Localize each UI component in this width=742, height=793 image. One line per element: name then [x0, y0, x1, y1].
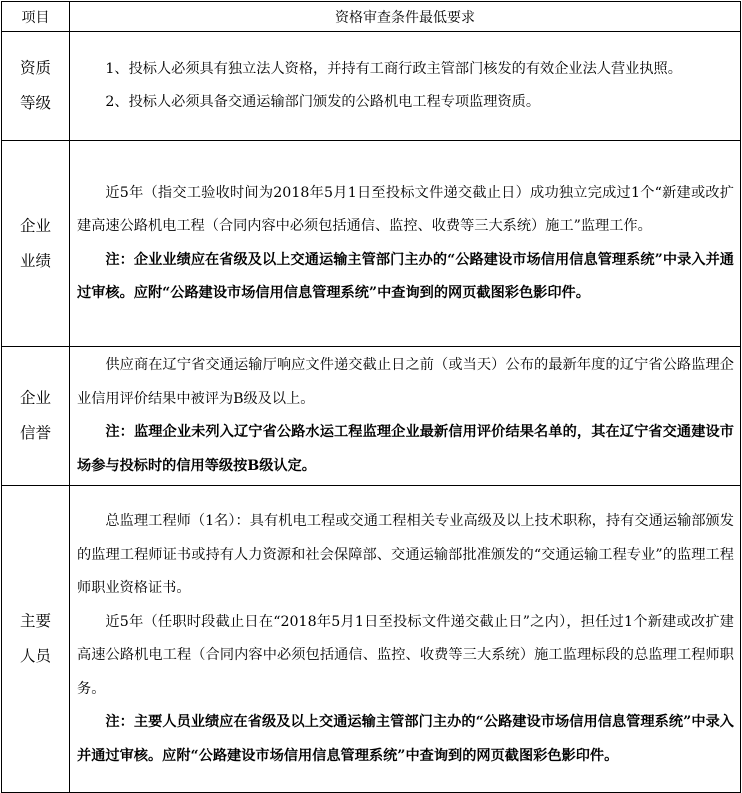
requirement-paragraph: 近5年（任职时段截止日在“2018年5月1日至投标文件递交截止日”之内），担任过1个新建或改扩建高速公路机电工程（合同内容中必须包括通信、监控、收费等三大系统）施工监理标段的总监理工程师职务。 [77, 613, 734, 697]
row-label-line: 企业 [19, 216, 51, 235]
row-enterprise-performance [2, 141, 741, 347]
requirement-paragraph: 近5年（指交工验收时间为2018年5月1日至投标文件递交截止日）成功独立完成过1个“新建或改扩建高速公路机电工程（合同内容中必须包括通信、监控、收费等三大系统）施工”监理工作。 [77, 184, 734, 234]
row-label-line: 信誉 [19, 424, 51, 442]
row-content [70, 32, 741, 141]
requirement-note: 注：监理企业未列入辽宁省公路水运工程监理企业最新信用评价结果名单的，其在辽宁省交通建设市场参与投标时的信用等级按B级认定。 [77, 424, 734, 474]
row-enterprise-credit [2, 347, 741, 486]
row-content [70, 347, 741, 486]
row-label-line: 业绩 [19, 251, 51, 270]
requirement-note: 注：企业业绩应在省级及以上交通运输主管部门主办的“公路建设市场信用信息管理系统”中录入并通过审核。应附“公路建设市场信用信息管理系统”中查询到的网页截图彩色影印件。 [77, 251, 734, 301]
row-label [2, 141, 70, 347]
row-label-line: 等级 [19, 94, 51, 112]
row-key-personnel [2, 486, 741, 793]
table-header-row [2, 2, 741, 32]
row-label-line: 主要 [19, 612, 51, 630]
requirement-paragraph: 总监理工程师（1名）：具有机电工程或交通工程相关专业高级及以上技术职称，持有交通运输部颁发的监理工程师证书或持有人力资源和社会保障部、交通运输部批准颁发的“交通运输工程专业”的监理工程师职业资格证书。 [77, 513, 734, 596]
row-label [2, 347, 70, 486]
row-label [2, 486, 70, 793]
row-label [2, 32, 70, 141]
qualification-requirements-table [1, 1, 741, 793]
row-content [70, 486, 741, 793]
row-label-line: 人员 [19, 647, 51, 665]
header-requirement: 资格审查条件最低要求 [70, 2, 741, 32]
requirement-note: 注：主要人员业绩应在省级及以上交通运输主管部门主办的“公路建设市场信用信息管理系统”中录入并通过审核。应附“公路建设市场信用信息管理系统”中查询到的网页截图彩色影印件。 [77, 714, 734, 764]
row-label-line: 资质 [19, 59, 51, 77]
row-label-line: 企业 [19, 389, 51, 407]
row-content [70, 141, 741, 347]
row-qualification-grade [2, 32, 741, 141]
requirement-paragraph: 供应商在辽宁省交通运输厅响应文件递交截止日之前（或当天）公布的最新年度的辽宁省公路监理企业信用评价结果中被评为B级及以上。 [77, 357, 734, 407]
requirement-paragraph: 2、投标人必须具备交通运输部门颁发的公路机电工程专项监理资质。 [105, 94, 541, 110]
requirement-paragraph: 1、投标人必须具有独立法人资格，并持有工商行政主管部门核发的有效企业法人营业执照。 [105, 60, 682, 77]
header-item: 项目 [2, 2, 70, 32]
